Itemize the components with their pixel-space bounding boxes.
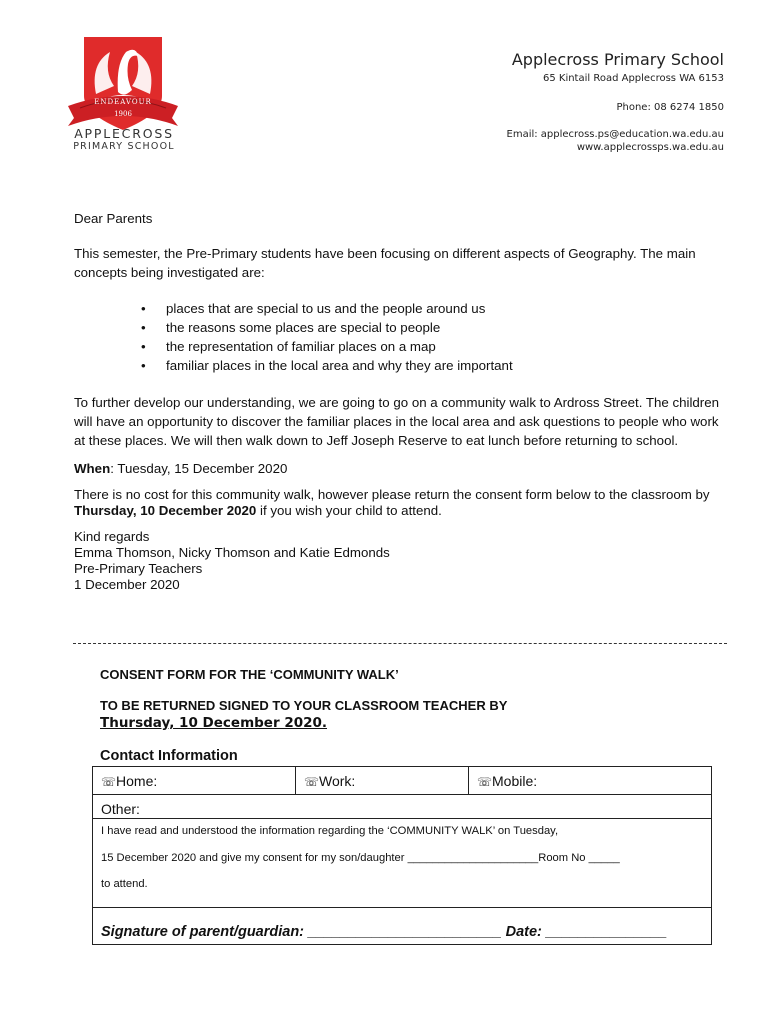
cut-line-divider	[73, 643, 727, 644]
when-line	[74, 459, 724, 478]
logo-year: 1906	[114, 110, 132, 118]
work-label: Work:	[319, 773, 356, 789]
consent-line-3: to attend.	[101, 878, 148, 890]
walk-paragraph: To further develop our understanding, we are going to go on a community walk to Ardross Street. The children will have an opportunity to discover the familiar places in the local area and ask questions to people who work at these places. We will then walk down to Jeff Joseph Reserve to eat lunch before returning to school.	[74, 395, 720, 448]
phone-icon: ☏	[477, 775, 493, 789]
cost-paragraph	[74, 487, 724, 519]
list-item: • places that are special to us and the people around us	[166, 299, 724, 318]
consent-line-1: I have read and understood the information regarding the ‘COMMUNITY WALK’ on Tuesday,	[101, 825, 559, 837]
when-label: When	[74, 461, 111, 476]
consent-line-2: 15 December 2020 and give my consent for my son/daughter _____________________Room No _____	[101, 852, 620, 864]
other-contact-field[interactable]	[93, 795, 711, 819]
phone-row	[93, 767, 711, 795]
logo-motto: ENDEAVOUR	[94, 98, 152, 106]
sign-off	[74, 529, 724, 593]
cost-deadline: Thursday, 10 December 2020	[74, 503, 257, 518]
return-date: Thursday, 10 December 2020.	[100, 715, 328, 731]
cost-text: There is no cost for this community walk, however please return the consent form below to the classroom by	[74, 487, 710, 502]
signature-label: Signature of parent/guardian:	[101, 924, 305, 940]
list-item: • the reasons some places are special to people	[166, 318, 724, 337]
mobile-label: Mobile:	[492, 773, 538, 789]
school-address: 65 Kintail Road Applecross WA 6153	[542, 73, 724, 84]
consent-statement	[93, 819, 711, 908]
salutation: Dear Parents	[74, 211, 153, 226]
consent-form-title: CONSENT FORM FOR THE ‘COMMUNITY WALK’	[100, 667, 399, 682]
list-item: • familiar places in the local area and why they are important	[166, 356, 724, 375]
return-instruction: TO BE RETURNED SIGNED TO YOUR CLASSROOM TEACHER BY	[100, 698, 508, 713]
work-phone-field[interactable]	[296, 767, 469, 794]
concepts-list	[74, 299, 724, 375]
date-label: Date:	[505, 924, 542, 940]
other-label: Other:	[101, 801, 140, 817]
logo-name-line2: PRIMARY SCHOOL	[73, 141, 175, 152]
letter-date: 1 December 2020	[74, 577, 180, 592]
list-item: • the representation of familiar places on a map	[166, 337, 724, 356]
logo-name-line1: APPLECROSS	[74, 126, 174, 141]
contact-heading: Contact Information	[100, 748, 238, 764]
home-phone-field[interactable]	[93, 767, 296, 794]
date-blank[interactable]: _______________	[541, 924, 667, 940]
closing: Kind regards	[74, 529, 150, 544]
signature-blank[interactable]: ________________________	[304, 924, 506, 940]
phone-icon: ☏	[304, 775, 320, 789]
signatories: Emma Thomson, Nicky Thomson and Katie Edmonds	[74, 545, 390, 560]
signature-row[interactable]	[93, 908, 711, 944]
consent-table	[92, 766, 712, 945]
phone-icon: ☏	[101, 775, 117, 789]
school-phone: Phone: 08 6274 1850	[616, 102, 724, 113]
logo-wordmark	[64, 126, 184, 152]
letter-body	[74, 209, 724, 593]
cost-suffix: if you wish your child to attend.	[256, 503, 442, 518]
signatory-role: Pre-Primary Teachers	[74, 561, 203, 576]
home-label: Home:	[116, 773, 158, 789]
school-email: Email: applecross.ps@education.wa.edu.au	[506, 129, 724, 140]
school-website: www.applecrossps.wa.edu.au	[576, 142, 724, 153]
mobile-phone-field[interactable]	[469, 767, 711, 794]
school-name: Applecross Primary School	[511, 50, 724, 69]
school-contact-block	[507, 50, 724, 153]
intro-paragraph: This semester, the Pre-Primary students have been focusing on different aspects of Geography. The main concepts being investigated are:	[74, 246, 696, 280]
when-value: : Tuesday, 15 December 2020	[110, 461, 288, 476]
